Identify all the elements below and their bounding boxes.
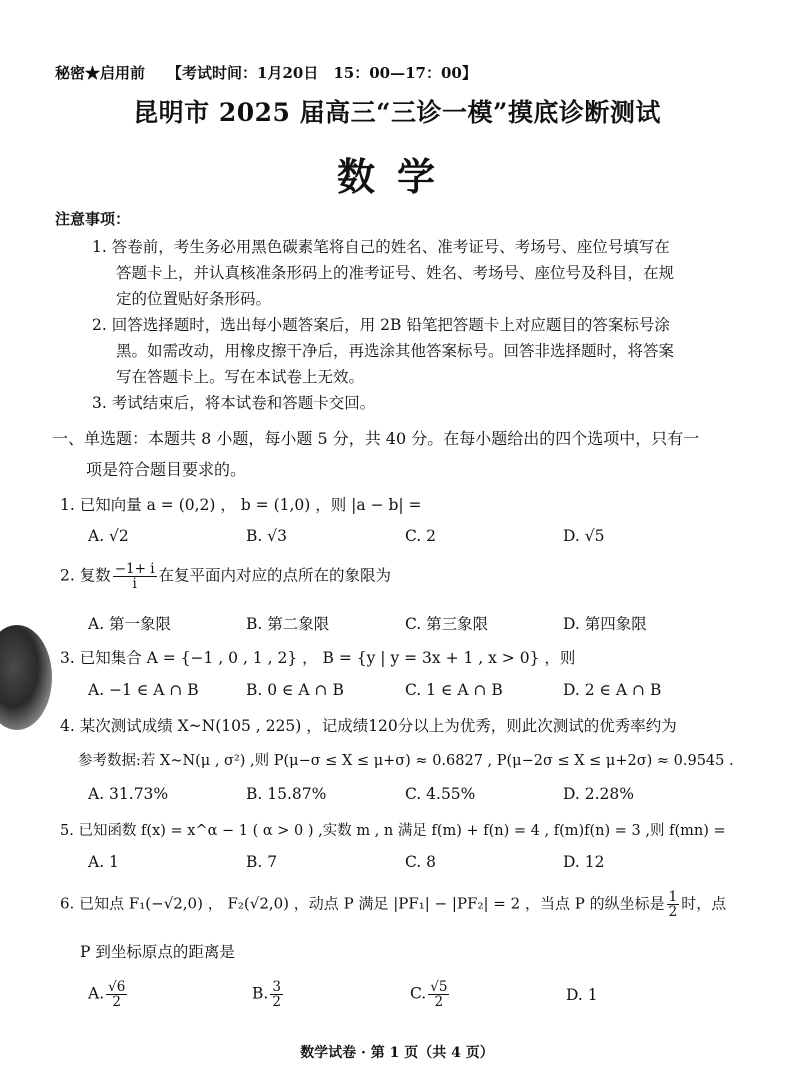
notice-line: 写在答题卡上。写在本试卷上无效。 — [116, 368, 365, 386]
q2-option-b: B. 第二象限 — [246, 615, 330, 633]
exam-title: 昆明市 2025 届高三“三诊一模”摸底诊断测试 — [133, 98, 661, 127]
q3-option-c: C. 1 ∈ A ∩ B — [405, 681, 503, 699]
q6-prefix: 6. 已知点 F₁(−√2,0) ， F₂(√2,0) ，动点 P 满足 |PF₁| − |PF₂| = 2 ，当点 P 的纵坐标是 — [60, 894, 665, 913]
q2-option-c: C. 第三象限 — [405, 615, 489, 633]
q6-option-c-letter: C. — [410, 984, 427, 1003]
q6-option-a — [88, 980, 129, 1009]
notice-line: 2. 回答选择题时，选出每小题答案后，用 2B 铅笔把答题卡上对应题目的答案标号涂 — [92, 316, 670, 334]
q3-option-d: D. 2 ∈ A ∩ B — [563, 681, 662, 699]
q6-option-d-value: 1 — [587, 986, 598, 1004]
q2-fraction — [113, 562, 157, 591]
scan-thumb-shadow — [0, 625, 52, 730]
q5-option-a: A. 1 — [88, 853, 119, 871]
notice-line: 定的位置贴好条形码。 — [116, 290, 272, 308]
question-3: 3. 已知集合 A = {−1 , 0 , 1 , 2} ， B = {y | y = 3x + 1 , x > 0} ，则 — [60, 649, 576, 667]
q6-option-d — [566, 986, 598, 1004]
q6-option-b-fraction — [270, 980, 283, 1009]
q6-suffix: 时，点 — [681, 894, 727, 913]
q3-option-b: B. 0 ∈ A ∩ B — [246, 681, 344, 699]
q1-option-d: D. √5 — [563, 527, 605, 545]
q4-reference-data: 参考数据:若 X~N(μ , σ²) ,则 P(μ−σ ≤ X ≤ μ+σ) ≈ 0.6827 , P(μ−2σ ≤ X ≤ μ+2σ) ≈ 0.9545 . — [78, 753, 734, 769]
q6-a-den: 2 — [112, 994, 122, 1011]
q4-option-d: D. 2.28% — [563, 785, 634, 803]
notice-line: 黑。如需改动，用橡皮擦干净后，再选涂其他答案标号。回答非选择题时，将答案 — [116, 342, 675, 360]
question-6 — [60, 890, 726, 919]
q6-b-den: 2 — [272, 994, 281, 1011]
q6-option-c — [410, 980, 451, 1009]
q6-b-num: 3 — [272, 979, 281, 995]
q5-option-d: D. 12 — [563, 853, 605, 871]
question-4: 4. 某次测试成绩 X~N(105 , 225) ，记成绩120分以上为优秀，则此次测试的优秀率约为 — [60, 717, 677, 735]
q3-option-a: A. −1 ∈ A ∩ B — [88, 681, 199, 699]
q6-frac-num: 1 — [668, 889, 678, 905]
q1-option-c: C. 2 — [405, 527, 437, 545]
section-heading-cont: 项是符合题目要求的。 — [86, 460, 247, 479]
q6-option-a-fraction — [106, 980, 127, 1009]
notice-line: 1. 答卷前，考生务必用黑色碳素笔将自己的姓名、准考证号、考场号、座位号填写在 — [92, 238, 670, 256]
q6-frac-den: 2 — [668, 904, 678, 921]
question-6-cont: P 到坐标原点的距离是 — [80, 943, 235, 961]
q6-option-c-fraction — [428, 980, 449, 1009]
q5-option-c: C. 8 — [405, 853, 437, 871]
q4-option-b: B. 15.87% — [246, 785, 327, 803]
section-heading: 一、单选题：本题共 8 小题，每小题 5 分，共 40 分。在每小题给出的四个选项中，只有一 — [52, 429, 700, 448]
q2-frac-den: i — [132, 576, 137, 593]
notice-line: 3. 考试结束后，将本试卷和答题卡交回。 — [92, 394, 376, 412]
exam-time: 【考试时间：1月20日 15：00—17：00】 — [167, 64, 477, 82]
question-2 — [60, 562, 391, 591]
q6-c-den: 2 — [434, 994, 444, 1011]
secret-mark: 秘密★启用前 — [55, 64, 146, 82]
q2-option-a: A. 第一象限 — [88, 615, 172, 633]
q2-option-d: D. 第四象限 — [563, 615, 647, 633]
notice-heading: 注意事项： — [55, 210, 131, 228]
page-footer: 数学试卷 · 第 1 页（共 4 页） — [300, 1045, 494, 1061]
q6-a-num: √6 — [108, 979, 126, 995]
q6-option-b-letter: B. — [252, 984, 269, 1003]
subject-title: 数学 — [336, 154, 457, 199]
q6-option-b — [252, 980, 285, 1009]
question-1: 1. 已知向量 a = (0,2) ， b = (1,0) ，则 |a − b| = — [60, 496, 422, 514]
q6-c-num: √5 — [430, 979, 448, 995]
question-5: 5. 已知函数 f(x) = x^α − 1 ( α > 0 ) ,实数 m , n 满足 f(m) + f(n) = 4 , f(m)f(n) = 3 ,则 f(mn) = — [60, 823, 726, 839]
q1-option-a: A. √2 — [88, 527, 129, 545]
q6-option-a-letter: A. — [88, 984, 105, 1003]
q1-option-b: B. √3 — [246, 527, 287, 545]
q6-fraction — [667, 890, 680, 919]
q6-option-d-letter: D. — [566, 986, 583, 1004]
q5-option-b: B. 7 — [246, 853, 278, 871]
q2-suffix: 在复平面内对应的点所在的象限为 — [158, 566, 392, 585]
notice-line: 答题卡上，并认真核准条形码上的准考证号、姓名、考场号、座位号及科目，在规 — [116, 264, 675, 282]
q2-prefix: 2. 复数 — [60, 566, 111, 585]
q2-frac-num: −1+ i — [114, 561, 155, 577]
q4-option-c: C. 4.55% — [405, 785, 476, 803]
q4-option-a: A. 31.73% — [88, 785, 169, 803]
exam-header — [55, 62, 477, 83]
